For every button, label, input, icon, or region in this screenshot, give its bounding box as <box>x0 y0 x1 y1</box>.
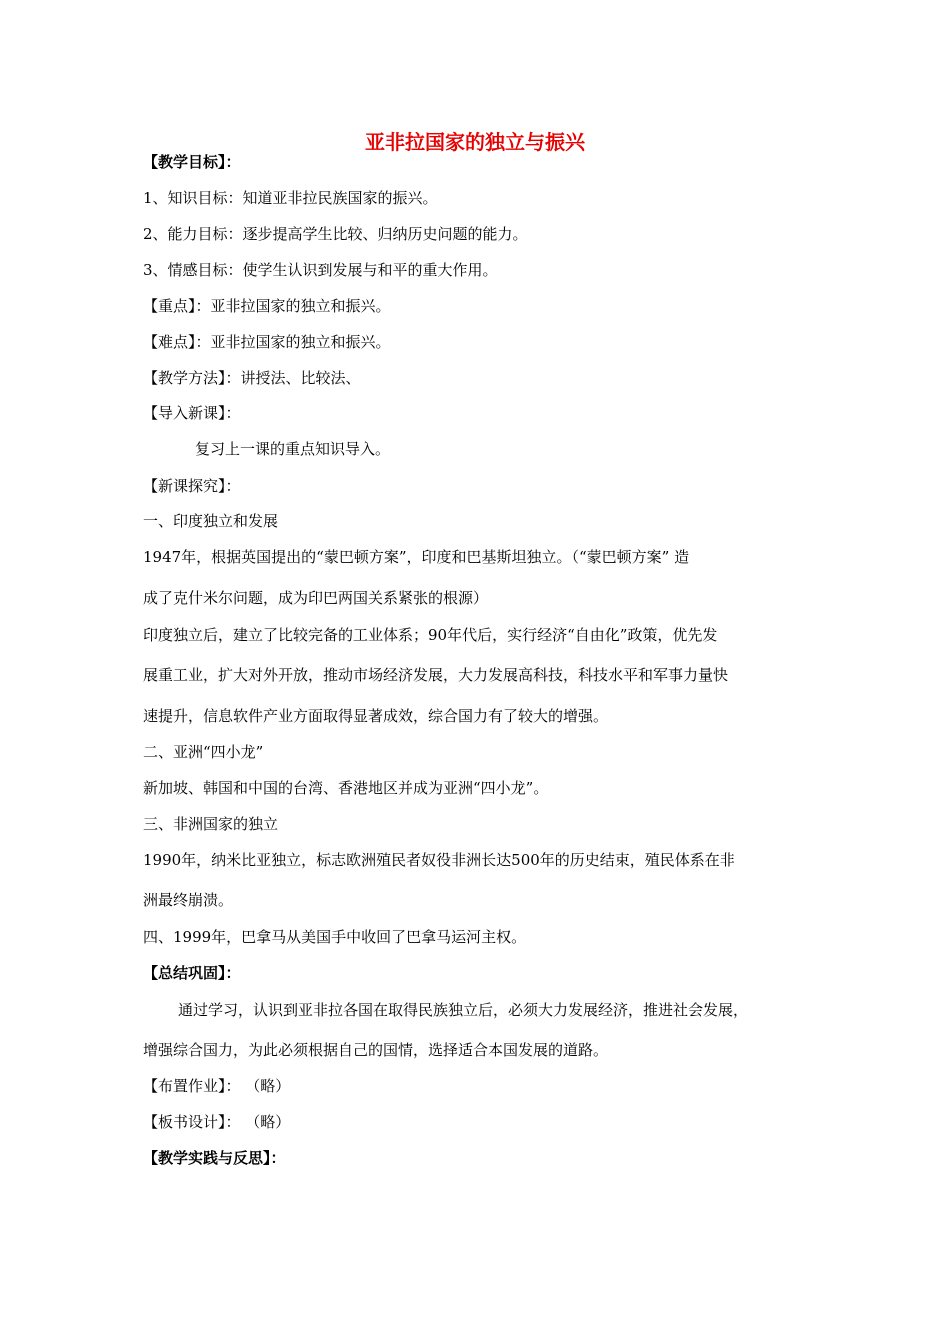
section-1-para-2-line-3: 速提升，信息软件产业方面取得显著成效，综合国力有了较大的增强。 <box>143 707 609 725</box>
difficulty: 【难点】：亚非拉国家的独立和振兴。 <box>143 333 391 351</box>
explore-heading: 【新课探究】： <box>143 477 241 495</box>
summary-heading: 【总结巩固】： <box>143 964 241 982</box>
reflection-heading: 【教学实践与反思】： <box>143 1149 286 1167</box>
section-1-para-1-line-1: 1947年，根据英国提出的“蒙巴顿方案”，印度和巴基斯坦独立。（“蒙巴顿方案” 造 <box>143 548 690 566</box>
goals-heading: 【教学目标】： <box>143 153 241 171</box>
section-1-para-2-line-2: 展重工业，扩大对外开放，推动市场经济发展，大力发展高科技，科技水平和军事力量快 <box>143 666 729 684</box>
section-4: 四、1999年，巴拿马从美国手中收回了巴拿马运河主权。 <box>143 928 527 946</box>
intro-heading: 【导入新课】： <box>143 404 241 422</box>
section-3-line-1: 1990年，纳米比亚独立，标志欧洲殖民者奴役非洲长达500年的历史结束，殖民体系在非 <box>143 851 735 869</box>
key-point: 【重点】：亚非拉国家的独立和振兴。 <box>143 297 391 315</box>
board-design: 【板书设计】： （略） <box>143 1113 291 1131</box>
teaching-method: 【教学方法】：讲授法、比较法、 <box>143 369 361 387</box>
homework: 【布置作业】： （略） <box>143 1077 291 1095</box>
summary-line-1: 通过学习，认识到亚非拉各国在取得民族独立后，必须大力发展经济，推进社会发展， <box>178 1001 749 1019</box>
document-title: 亚非拉国家的独立与振兴 <box>365 130 585 154</box>
summary-line-2: 增强综合国力，为此必须根据自己的国情，选择适合本国发展的道路。 <box>143 1041 609 1059</box>
goal-knowledge: 1、知识目标：知道亚非拉民族国家的振兴。 <box>143 189 438 207</box>
section-2-heading: 二、亚洲“四小龙” <box>143 743 264 761</box>
section-3-line-2: 洲最终崩溃。 <box>143 891 234 909</box>
intro-text: 复习上一课的重点知识导入。 <box>195 440 391 458</box>
section-1-heading: 一、印度独立和发展 <box>143 512 279 530</box>
section-1-para-1-line-2: 成了克什米尔问题，成为印巴两国关系紧张的根源） <box>143 589 489 607</box>
section-1-para-2-line-1: 印度独立后，建立了比较完备的工业体系；90年代后，实行经济“自由化”政策，优先发 <box>143 626 718 644</box>
goal-ability: 2、能力目标：逐步提高学生比较、归纳历史问题的能力。 <box>143 225 528 243</box>
section-2-text: 新加坡、韩国和中国的台湾、香港地区并成为亚洲“四小龙”。 <box>143 779 549 797</box>
goal-emotion: 3、情感目标：使学生认识到发展与和平的重大作用。 <box>143 261 498 279</box>
section-3-heading: 三、非洲国家的独立 <box>143 815 279 833</box>
